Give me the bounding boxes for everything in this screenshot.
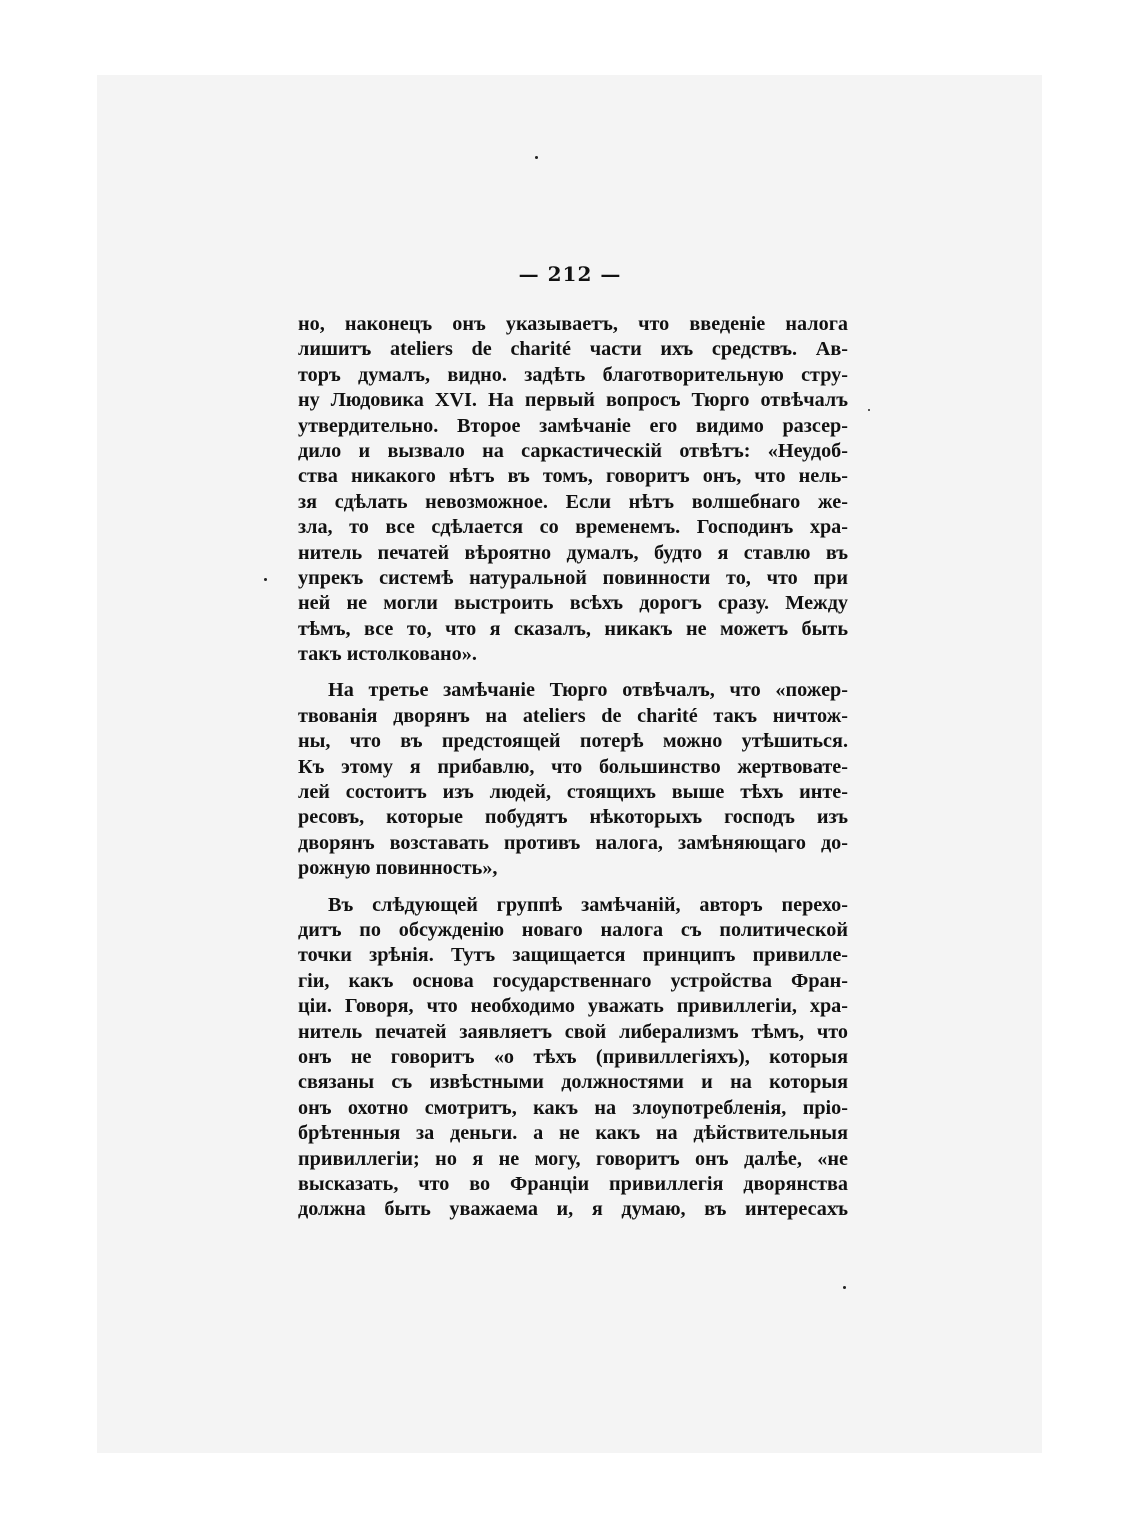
text-line: зла, то все сдѣлается со временемъ. Господинъ хра- — [298, 516, 848, 539]
text-line: утвердительно. Второе замѣчаніе его видимо разсер- — [298, 414, 848, 437]
text-line: торъ думалъ, видно. задѣть благотворительную стру- — [298, 363, 848, 386]
text-line: дворянъ возставать противъ налога, замѣняющаго до- — [298, 831, 848, 854]
text-line: высказать, что во Франціи привиллегія дворянства — [298, 1172, 848, 1195]
body-text — [298, 312, 848, 1223]
text-line: На третье замѣчаніе Тюрго отвѣчалъ, что «пожер- — [328, 679, 848, 702]
text-line: нитель печатей заявляетъ свой либерализмъ тѣмъ, что — [298, 1020, 848, 1043]
text-line: тѣмъ, все то, что я сказалъ, никакъ не можетъ быть — [298, 617, 848, 640]
text-line: лишитъ ateliers de charité части ихъ средствъ. Ав- — [298, 338, 848, 361]
text-line: гіи, какъ основа государственнаго устройства Фран- — [298, 969, 848, 992]
text-line: точки зрѣнія. Тутъ защищается принципъ привилле- — [298, 944, 848, 967]
paragraph — [298, 678, 848, 881]
text-line: нитель печатей вѣроятно думалъ, будто я ставлю въ — [298, 541, 848, 564]
text-line: твованія дворянъ на ateliers de charité такъ ничтож- — [298, 704, 848, 727]
text-line: привиллегіи; но я не могу, говоритъ онъ далѣе, «не — [298, 1147, 848, 1170]
text-line: лей состоитъ изъ людей, стоящихъ выше тѣхъ инте- — [298, 781, 848, 804]
text-line: дило и вызвало на саркастическій отвѣтъ: «Неудоб- — [298, 439, 848, 462]
scan-speck — [264, 578, 267, 581]
scan-speck — [868, 409, 870, 411]
text-line: брѣтенныя за деньги. а не какъ на дѣйствительныя — [298, 1122, 848, 1145]
text-line: Къ этому я прибавлю, что большинство жертвовате- — [298, 755, 848, 778]
text-line: дитъ по обсужденію новаго налога съ политической — [298, 918, 848, 941]
text-line: ну Людовика XVI. На первый вопросъ Тюрго отвѣчалъ — [298, 389, 848, 412]
paragraph — [298, 312, 848, 667]
text-line: ны, что въ предстоящей потерѣ можно утѣшиться. — [298, 730, 848, 753]
text-line: ства никакого нѣтъ въ томъ, говоритъ онъ, что нель- — [298, 465, 848, 488]
text-line: зя сдѣлать невозможное. Если нѣтъ волшебнаго же- — [298, 490, 848, 513]
text-line: такъ истолковано». — [298, 643, 477, 666]
text-line: Въ слѣдующей группѣ замѣчаній, авторъ перехо- — [328, 893, 848, 916]
scan-speck — [535, 156, 538, 159]
text-line: ней не могли выстроить всѣхъ дорогъ сразу. Между — [298, 592, 848, 615]
paragraph — [298, 893, 848, 1223]
text-line: связаны съ извѣстными должностями и на которыя — [298, 1071, 848, 1094]
text-line: онъ охотно смотритъ, какъ на злоупотребленія, прio- — [298, 1096, 848, 1119]
text-line: упрекъ системѣ натуральной повинности то, что при — [298, 566, 848, 589]
text-line: должна быть уважаема и, я думаю, въ интересахъ — [298, 1198, 848, 1221]
scan-speck — [843, 1286, 846, 1289]
page-number: — 212 — — [518, 262, 622, 286]
text-line: но, наконецъ онъ указываетъ, что введеніе налога — [298, 313, 848, 335]
text-line: рожную повинность», — [298, 857, 498, 880]
text-line: ресовъ, которые побудятъ нѣкоторыхъ господъ изъ — [298, 806, 848, 829]
text-line: ціи. Говоря, что необходимо уважать привиллегіи, хра- — [298, 995, 848, 1018]
text-line: онъ не говоритъ «о тѣхъ (привиллегіяхъ), которыя — [298, 1045, 848, 1068]
